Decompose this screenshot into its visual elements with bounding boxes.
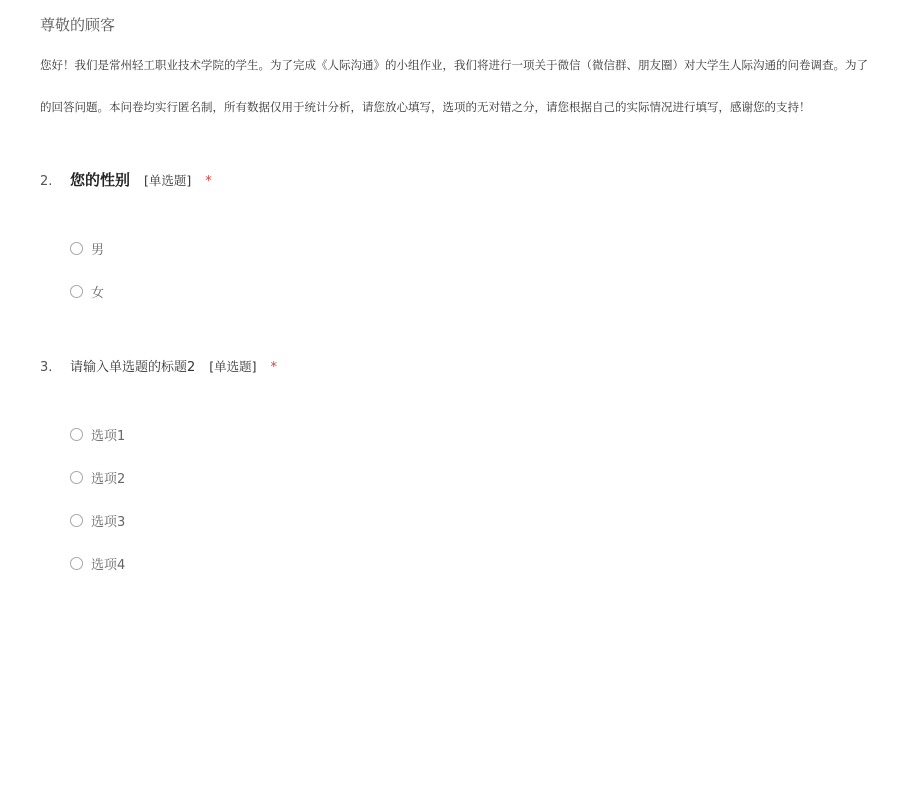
question-type: [单选题]	[209, 359, 257, 374]
question-gender	[40, 169, 880, 190]
question-3-options	[70, 413, 125, 585]
intro-line-2: 的回答问题。本问卷均实行匿名制，所有数据仅用于统计分析，请您放心填写，选项的无对错之分，请您根据自己的实际情况进行填写，感谢您的支持！	[40, 100, 811, 114]
required-marker: *	[205, 174, 212, 189]
question-3	[40, 356, 880, 375]
option-3[interactable]	[70, 499, 125, 542]
radio-button[interactable]	[70, 428, 83, 441]
question-title: 请输入单选题的标题2	[70, 360, 196, 375]
intro-line-1: 您好！我们是常州轻工职业技术学院的学生。为了完成《人际沟通》的小组作业，我们将进行一项关于微信（微信群、朋友圈）对大学生人际沟通的问卷调查。为了	[40, 58, 868, 72]
question-header	[40, 169, 880, 190]
required-marker: *	[270, 360, 278, 375]
option-label: 选项1	[91, 429, 126, 444]
radio-button[interactable]	[70, 285, 83, 298]
question-gender-options	[70, 227, 104, 313]
option-label: 女	[91, 286, 105, 301]
greeting-heading: 尊敬的顾客	[40, 16, 116, 34]
question-title: 您的性别	[70, 171, 131, 189]
question-header	[40, 356, 880, 375]
option-label: 选项4	[91, 558, 126, 573]
question-number: 2.	[40, 174, 53, 189]
radio-button[interactable]	[70, 471, 83, 484]
option-male[interactable]	[70, 227, 104, 270]
option-2[interactable]	[70, 456, 125, 499]
option-1[interactable]	[70, 413, 125, 456]
intro-paragraph	[40, 56, 900, 140]
radio-button[interactable]	[70, 242, 83, 255]
option-4[interactable]	[70, 542, 125, 585]
option-label: 选项3	[91, 515, 126, 530]
question-type: [单选题]	[144, 173, 192, 188]
option-label: 男	[91, 243, 105, 258]
question-number: 3.	[40, 360, 53, 375]
option-female[interactable]	[70, 270, 104, 313]
option-label: 选项2	[91, 472, 126, 487]
radio-button[interactable]	[70, 514, 83, 527]
radio-button[interactable]	[70, 557, 83, 570]
